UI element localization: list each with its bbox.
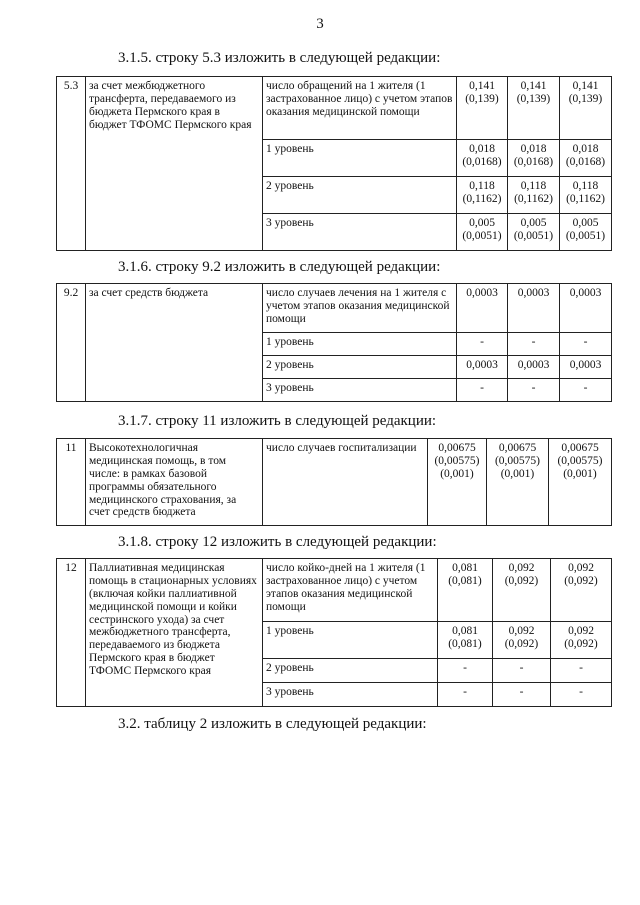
value-cell: 0,118 (0,1162) xyxy=(457,177,508,214)
value-cell: - xyxy=(457,333,508,356)
value-cell: 0,0003 xyxy=(508,284,560,333)
section-heading: 3.1.8. строку 12 изложить в следующей редакции: xyxy=(118,534,437,550)
value-cell: - xyxy=(551,683,612,707)
value-cell: 0,0003 xyxy=(457,356,508,379)
level-label: 2 уровень xyxy=(263,177,457,214)
page-number: 3 xyxy=(316,16,324,32)
value-cell: 0,00675 (0,00575) (0,001) xyxy=(549,439,612,526)
value-cell: - xyxy=(508,333,560,356)
indicator-label: число случаев лечения на 1 жителя с учетом этапов оказания медицинской помощи xyxy=(263,284,457,333)
value-cell: 0,005 (0,0051) xyxy=(508,214,560,251)
value-cell: 0,018 (0,0168) xyxy=(457,140,508,177)
section-heading: 3.1.7. строку 11 изложить в следующей редакции: xyxy=(118,413,437,429)
level-label: 2 уровень xyxy=(263,659,438,683)
value-cell: 0,005 (0,0051) xyxy=(457,214,508,251)
value-cell: 0,118 (0,1162) xyxy=(508,177,560,214)
value-cell: 0,00675 (0,00575) (0,001) xyxy=(428,439,487,526)
level-label: 1 уровень xyxy=(263,140,457,177)
table-row-12 xyxy=(56,558,612,707)
row-number: 11 xyxy=(57,439,86,526)
level-label: 3 уровень xyxy=(263,379,457,402)
value-cell: 0,092 (0,092) xyxy=(493,622,551,659)
value-cell: - xyxy=(438,683,493,707)
value-cell: 0,141 (0,139) xyxy=(457,77,508,140)
indicator-label: число койко-дней на 1 жителя (1 застрахованное лицо) с учетом этапов оказания медицинской помощи xyxy=(263,559,438,622)
value-cell: 0,0003 xyxy=(560,356,612,379)
value-cell: 0,141 (0,139) xyxy=(560,77,612,140)
section-heading: 3.2. таблицу 2 изложить в следующей редакции: xyxy=(118,716,427,732)
value-cell: - xyxy=(457,379,508,402)
level-label: 2 уровень xyxy=(263,356,457,379)
value-cell: - xyxy=(438,659,493,683)
level-label: 1 уровень xyxy=(263,622,438,659)
row-number: 5.3 xyxy=(57,77,86,251)
row-description: Высокотехнологичная медицинская помощь, в том числе: в рамках базовой программы обязательного медицинского страхования, за счет средств бюджета xyxy=(86,439,263,526)
value-cell: 0,092 (0,092) xyxy=(551,622,612,659)
value-cell: 0,018 (0,0168) xyxy=(508,140,560,177)
value-cell: 0,0003 xyxy=(508,356,560,379)
value-cell: 0,0003 xyxy=(457,284,508,333)
row-number: 9.2 xyxy=(57,284,86,402)
value-cell: 0,081 (0,081) xyxy=(438,559,493,622)
value-cell: - xyxy=(560,379,612,402)
value-cell: 0,092 (0,092) xyxy=(493,559,551,622)
value-cell: - xyxy=(508,379,560,402)
value-cell: 0,141 (0,139) xyxy=(508,77,560,140)
value-cell: 0,092 (0,092) xyxy=(551,559,612,622)
value-cell: 0,081 (0,081) xyxy=(438,622,493,659)
value-cell: 0,0003 xyxy=(560,284,612,333)
value-cell: - xyxy=(551,659,612,683)
table-row-5-3 xyxy=(56,76,612,251)
row-description: Паллиативная медицинская помощь в стационарных условиях (включая койки паллиативной медицинской помощи и койки сестринского ухода) за счет межбюджетного трансферта, передаваемого из бюджета Пермского края в бюджет ТФОМС Пермского края xyxy=(86,559,263,707)
level-label: 1 уровень xyxy=(263,333,457,356)
level-label: 3 уровень xyxy=(263,214,457,251)
row-description: за счет межбюджетного трансферта, передаваемого из бюджета Пермского края в бюджет ТФОМС Пермского края xyxy=(86,77,263,251)
section-heading: 3.1.6. строку 9.2 изложить в следующей редакции: xyxy=(118,259,441,275)
row-number: 12 xyxy=(57,559,86,707)
indicator-label: число обращений на 1 жителя (1 застрахованное лицо) с учетом этапов оказания медицинской помощи xyxy=(263,77,457,140)
indicator-label: число случаев госпитализации xyxy=(263,439,428,526)
value-cell: - xyxy=(493,683,551,707)
value-cell: 0,018 (0,0168) xyxy=(560,140,612,177)
value-cell: 0,00675 (0,00575) (0,001) xyxy=(487,439,549,526)
table-row-11 xyxy=(56,438,612,526)
value-cell: - xyxy=(560,333,612,356)
table-row-9-2 xyxy=(56,283,612,402)
value-cell: - xyxy=(493,659,551,683)
level-label: 3 уровень xyxy=(263,683,438,707)
row-description: за счет средств бюджета xyxy=(86,284,263,402)
section-heading: 3.1.5. строку 5.3 изложить в следующей редакции: xyxy=(118,50,441,66)
value-cell: 0,118 (0,1162) xyxy=(560,177,612,214)
value-cell: 0,005 (0,0051) xyxy=(560,214,612,251)
